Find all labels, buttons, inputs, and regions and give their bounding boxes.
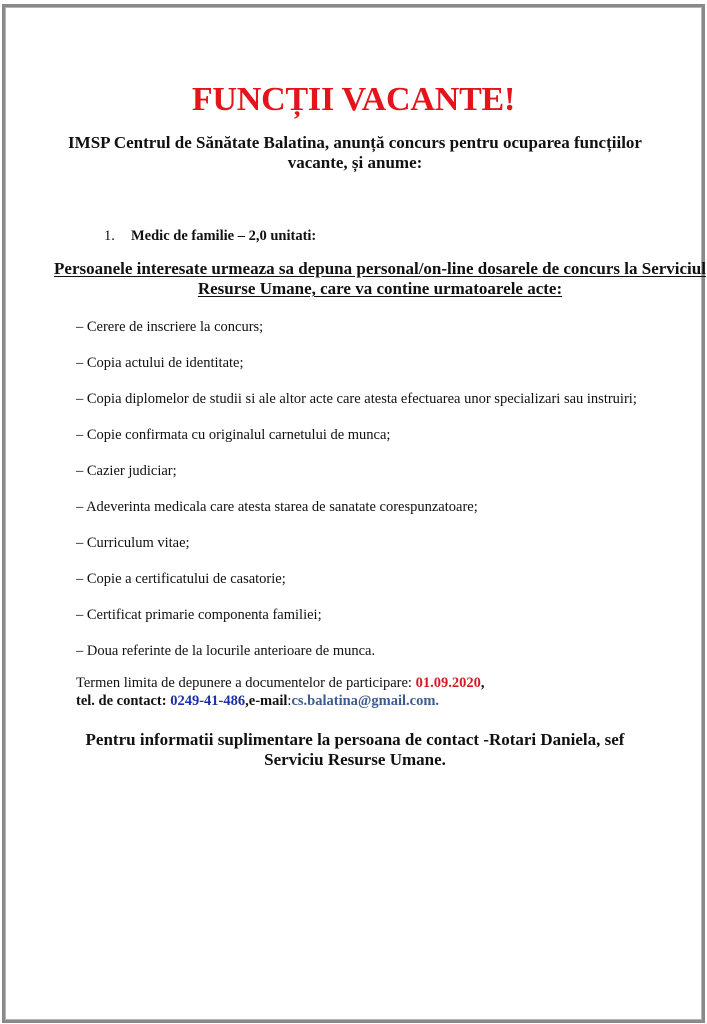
contact-person-note: Pentru informatii suplimentare la persoana de contact -Rotari Daniela, sef Serviciu Resurse Umane.	[85, 730, 625, 769]
document-item: – Doua referinte de la locurile anterioare de munca.	[76, 643, 376, 659]
document-item: – Copie confirmata cu originalul carnetului de munca;	[76, 427, 391, 443]
phone-label: tel. de contact:	[76, 693, 171, 709]
announcement-subtitle: IMSP Centrul de Sănătate Balatina, anunță concurs pentru ocuparea funcțiilor vacante, și anume:	[68, 133, 642, 172]
vacancy-title: Medic de familie – 2,0 unitati:	[131, 228, 317, 244]
document-item: – Copia actului de identitate;	[76, 355, 244, 371]
document-item: – Copie a certificatului de casatorie;	[76, 571, 286, 587]
deadline-comma: ,	[480, 675, 485, 691]
document-item: – Adeverinta medicala care atesta starea de sanatate corespunzatoare;	[76, 499, 478, 515]
phone-number[interactable]: 0249-41-486	[170, 693, 246, 709]
vacancy-number: 1.	[104, 228, 115, 244]
deadline-label: Termen limita de depunere a documentelor de participare:	[76, 675, 416, 691]
document-item: – Cerere de inscriere la concurs;	[76, 319, 264, 335]
document-item: – Curriculum vitae;	[76, 535, 190, 551]
document-item: – Certificat primarie componenta familiei;	[76, 607, 322, 623]
email-separator: :	[287, 693, 292, 709]
submission-instructions: Persoanele interesate urmeaza sa depuna personal/on-line dosarele de concurs la Serviciul Resurse Umane, care va contine urmatoarele acte:	[54, 259, 706, 298]
document-item: – Copia diplomelor de studii si ale altor acte care atesta efectuarea unor specializari sau instruiri;	[76, 391, 637, 407]
deadline-line	[76, 674, 484, 692]
document-item: – Cazier judiciar;	[76, 463, 177, 479]
required-documents-list	[76, 318, 637, 678]
vacancy-item	[104, 227, 316, 245]
email-address[interactable]: cs.balatina@gmail.com.	[291, 693, 440, 709]
page-title: FUNCȚII VACANTE!	[191, 81, 516, 118]
email-label: ,e-mail	[245, 693, 288, 709]
contact-line	[76, 692, 439, 710]
deadline-date: 01.09.2020	[415, 675, 481, 691]
